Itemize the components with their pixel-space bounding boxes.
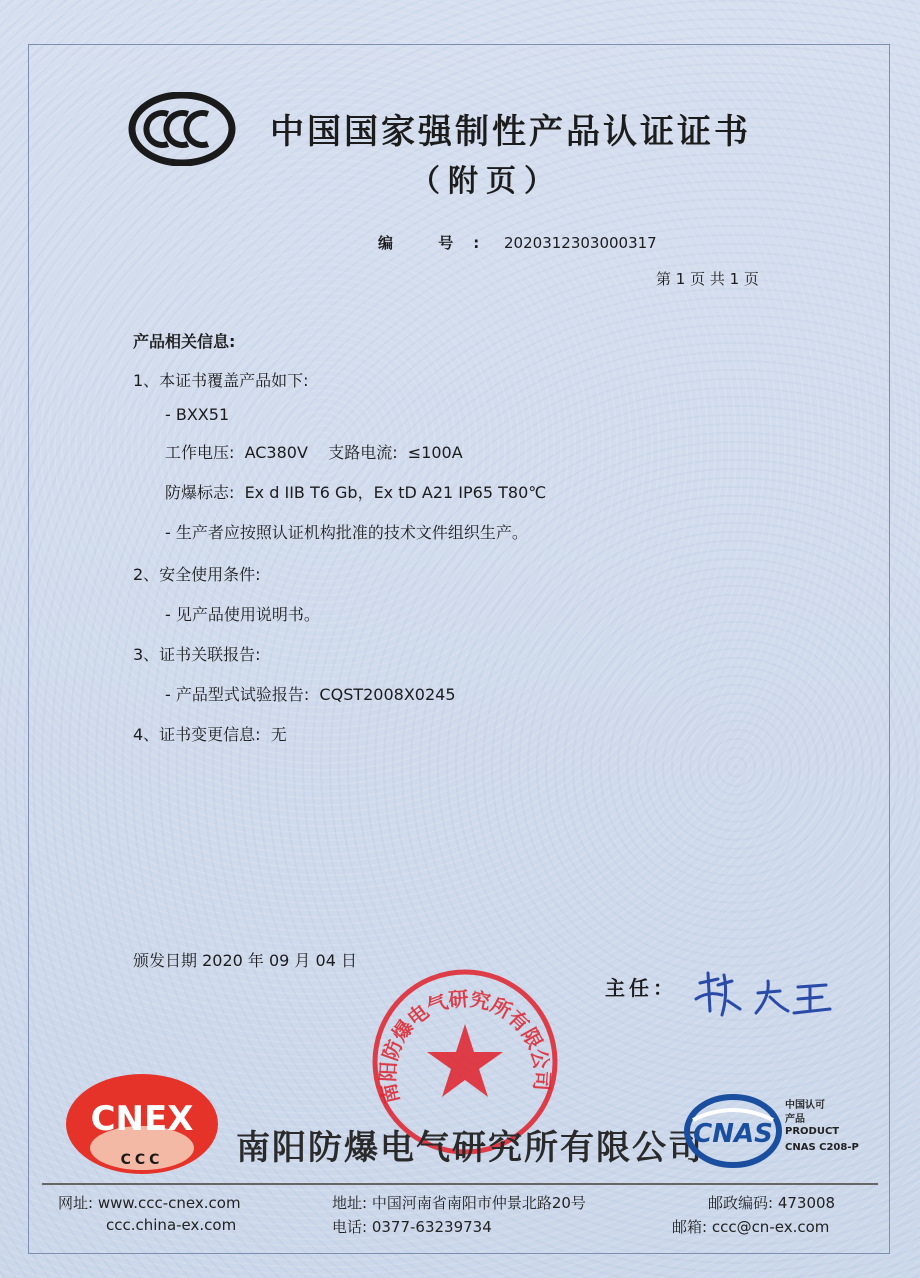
footer-email: 邮箱: ccc@cn-ex.com	[672, 1218, 830, 1236]
footer-website: 网址: www.ccc-cnex.com	[58, 1194, 241, 1212]
cnex-logo-icon	[62, 1072, 222, 1176]
product-model: - BXX51	[165, 405, 230, 424]
ccc-mark-icon	[128, 92, 236, 166]
footer-address: 地址: 中国河南省南阳市仲景北路20号	[332, 1194, 586, 1212]
cnex-logo-sub: CCC	[120, 1152, 164, 1168]
item-3: 3、证书关联报告:	[133, 645, 261, 664]
issue-date: 颁发日期 2020 年 09 月 04 日	[133, 951, 357, 970]
certificate-title: 中国国家强制性产品认证证书	[270, 112, 751, 152]
director-label: 主任：	[605, 976, 677, 1000]
item-1: 1、本证书覆盖产品如下:	[133, 371, 309, 390]
cnas-line-1: 中国认可	[785, 1100, 825, 1111]
certificate-subtitle: （附页）	[410, 164, 562, 199]
svg-text:南阳防爆电气研究所有限公司: 南阳防爆电气研究所有限公司	[375, 986, 555, 1106]
footer-phone: 电话: 0377-63239734	[332, 1218, 492, 1236]
cnas-logo-text: CNAS	[693, 1119, 773, 1149]
ex-marking: 防爆标志: Ex d IIB T6 Gb，Ex tD A21 IP65 T80℃	[165, 483, 547, 502]
cnas-logo	[683, 1090, 873, 1172]
item-2: 2、安全使用条件:	[133, 565, 261, 584]
footer-divider	[42, 1183, 878, 1185]
safety-note: - 见产品使用说明书。	[165, 605, 320, 624]
production-note: - 生产者应按照认证机构批准的技术文件组织生产。	[165, 523, 528, 542]
cnas-mark-icon	[683, 1090, 783, 1172]
section-title: 产品相关信息:	[133, 332, 236, 351]
handwritten-signature	[688, 965, 838, 1025]
cnas-line-2: 产品	[785, 1114, 805, 1125]
page-info: 第 1 页 共 1 页	[656, 270, 759, 288]
cert-number-label: 编 号:	[378, 234, 500, 252]
item-4: 4、证书变更信息: 无	[133, 725, 287, 744]
cert-number-value: 2020312303000317	[504, 234, 657, 252]
report-note: - 产品型式试验报告: CQST2008X0245	[165, 685, 456, 704]
footer-postcode: 邮政编码: 473008	[708, 1194, 836, 1212]
footer-website-2: ccc.china-ex.com	[106, 1216, 237, 1234]
company-name: 南阳防爆电气研究所有限公司	[236, 1128, 704, 1168]
certificate-number	[378, 232, 657, 253]
cnas-line-3: PRODUCT	[785, 1126, 840, 1137]
cnex-logo-text: CNEX	[90, 1099, 194, 1139]
cnas-line-4: CNAS C208-P	[785, 1142, 859, 1153]
product-specs: 工作电压: AC380V 支路电流: ≤100A	[165, 443, 463, 462]
